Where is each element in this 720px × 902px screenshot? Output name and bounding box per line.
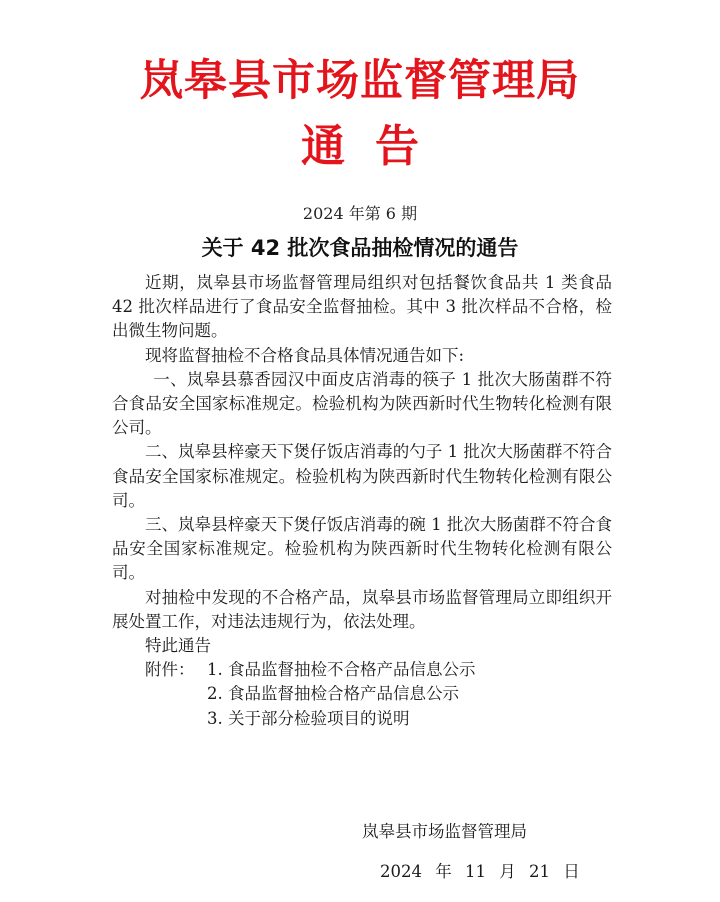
- org-title: 岚皋县市场监督管理局: [140, 56, 580, 106]
- finding-item-3: 三、岚皋县梓豪天下煲仔饭店消毒的碗 1 批次大肠菌群不符合食品安全国家标准规定。检验机构为陕西新时代生物转化检测有限公司。: [112, 515, 612, 583]
- attachment-row: [145, 707, 612, 731]
- attachment-row: [145, 658, 612, 682]
- signature-org: 岚皋县市场监督管理局: [362, 822, 527, 841]
- attachment-item-3: 3. 关于部分检验项目的说明: [207, 708, 410, 728]
- attachment-item-2: 2. 食品监督抽检合格产品信息公示: [207, 684, 459, 704]
- intro-paragraph: 近期，岚皋县市场监督管理局组织对包括餐饮食品共 1 类食品 42 批次样品进行了食品安全监督抽检。其中 3 批次样品不合格，检出微生物问题。: [112, 273, 612, 341]
- lead-paragraph: 现将监督抽检不合格食品具体情况通告如下:: [145, 345, 465, 365]
- notice-title: 通告: [301, 121, 449, 172]
- notice-body: [112, 271, 612, 731]
- handling-paragraph: 对抽检中发现的不合格产品，岚皋县市场监督管理局立即组织开展处置工作，对违法违规行为，依法处理。: [112, 587, 612, 631]
- attachment-row: [145, 682, 612, 706]
- finding-item-2: 二、岚皋县梓豪天下煲仔饭店消毒的勺子 1 批次大肠菌群不符合食品安全国家标准规定。检验机构为陕西新时代生物转化检测有限公司。: [112, 442, 612, 510]
- signature-date: 2024 年 11 月 21 日: [380, 862, 580, 881]
- issue-number: 2024 年第 6 期: [302, 204, 418, 223]
- notice-headline: 关于 42 批次食品抽检情况的通告: [201, 236, 519, 260]
- attachments-list: [112, 658, 612, 731]
- closing-text: 特此通告: [145, 636, 211, 656]
- finding-item-1: 一、岚皋县慕香园汉中面皮店消毒的筷子 1 批次大肠菌群不符合食品安全国家标准规定。检验机构为陕西新时代生物转化检测有限公司。: [112, 369, 612, 438]
- attachments-label: 附件：: [145, 660, 195, 680]
- attachment-item-1: 1. 食品监督抽检不合格产品信息公示: [207, 660, 476, 680]
